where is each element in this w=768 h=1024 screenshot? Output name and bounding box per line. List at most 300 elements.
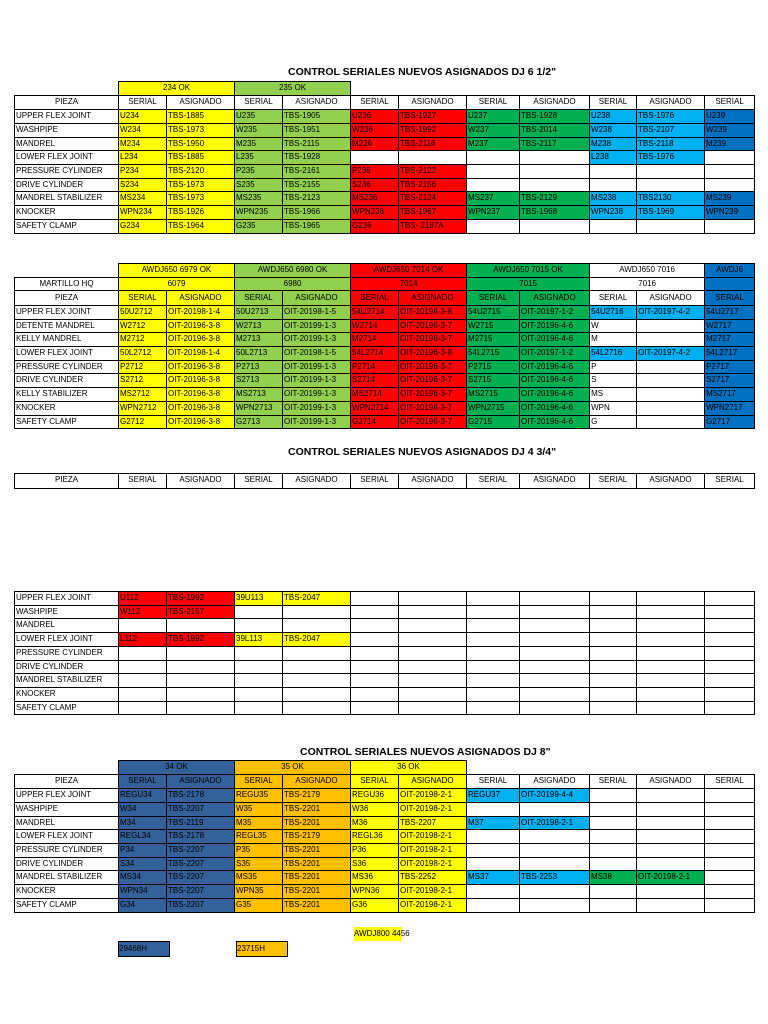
table-cell: 39U113 <box>235 592 283 606</box>
table-cell <box>119 674 167 688</box>
column-header: SERIAL <box>119 774 167 789</box>
table-row <box>15 898 755 912</box>
column-header: SERIAL <box>351 95 399 110</box>
table-cell: OIT-20198-2-1 <box>520 816 590 830</box>
table-cell: REGU37 <box>467 789 520 803</box>
column-header: ASIGNADO <box>283 474 351 489</box>
table-cell <box>351 687 399 701</box>
column-header: SERIAL <box>351 774 399 789</box>
group-header: 36 OK <box>351 761 467 775</box>
table-cell <box>283 701 351 715</box>
column-header-row <box>15 774 755 789</box>
row-label: WASHPIPE <box>15 802 119 816</box>
row-label: SAFETY CLAMP <box>15 701 119 715</box>
table-cell <box>590 885 637 899</box>
table-cell: MS237 <box>467 192 520 206</box>
row-label: PRESSURE CYLINDER <box>15 165 119 179</box>
table-cell: M2714 <box>351 333 399 347</box>
table-cell <box>235 701 283 715</box>
table-cell: TBS-2155 <box>283 178 351 192</box>
table-cell: REGU34 <box>119 789 167 803</box>
table-cell <box>467 165 520 179</box>
table-row <box>15 816 755 830</box>
table-cell: OIT-20196-3-8 <box>167 360 235 374</box>
table-cell <box>637 178 705 192</box>
table-cell <box>705 844 755 858</box>
table-cell: MS37 <box>467 871 520 885</box>
table-cell <box>520 844 590 858</box>
table-cell: W2712 <box>119 319 167 333</box>
table-row <box>15 633 755 647</box>
table-row <box>15 871 755 885</box>
table-cell: S2714 <box>351 374 399 388</box>
table-cell: P36 <box>351 844 399 858</box>
table-cell <box>637 857 705 871</box>
table-cell: W112 <box>119 605 167 619</box>
table-cell <box>167 660 235 674</box>
table-cell: TBS-1968 <box>520 206 590 220</box>
column-header: ASIGNADO <box>167 474 235 489</box>
column-header: ASIGNADO <box>637 291 705 306</box>
group-header: AWDJ6 <box>705 264 755 278</box>
table-cell: OIT-20197-1-2 <box>520 347 590 361</box>
table-cell: P2712 <box>119 360 167 374</box>
table-cell: OIT-20196-4-6 <box>520 401 590 415</box>
table-cell <box>351 633 399 647</box>
table-cell: 54U2715 <box>467 305 520 319</box>
row-label: MANDREL <box>15 816 119 830</box>
table-cell: TBS-2117 <box>520 137 590 151</box>
table-cell: G236 <box>351 219 399 233</box>
column-header: SERIAL <box>119 474 167 489</box>
row-label: KNOCKER <box>15 885 119 899</box>
column-header: SERIAL <box>235 291 283 306</box>
table-cell: REGU36 <box>351 789 399 803</box>
table-cell <box>705 619 755 633</box>
table-cell: OIT-20199-4-4 <box>520 789 590 803</box>
table-cell <box>119 660 167 674</box>
table-cell: OIT-20196-4-6 <box>520 374 590 388</box>
group-row <box>15 264 755 278</box>
column-header-pieza: PIEZA <box>15 774 119 789</box>
table-cell <box>590 619 637 633</box>
column-header: SERIAL <box>235 774 283 789</box>
table-cell <box>167 674 235 688</box>
table-cell: REGL36 <box>351 830 399 844</box>
column-header: ASIGNADO <box>167 774 235 789</box>
table-cell <box>637 165 705 179</box>
serials-table-dj-4-3-4-header <box>14 473 755 489</box>
table-cell: OIT-20196-3-8 <box>167 388 235 402</box>
column-header: ASIGNADO <box>167 95 235 110</box>
table-row <box>15 687 755 701</box>
serials-table-dj-4-3-4 <box>14 591 755 715</box>
column-header: ASIGNADO <box>637 95 705 110</box>
table-cell <box>637 319 705 333</box>
group-header: 234 OK <box>119 82 235 96</box>
table-row <box>15 305 755 319</box>
table-cell: W235 <box>235 123 283 137</box>
table-cell: TBS-2201 <box>283 885 351 899</box>
table-cell <box>705 701 755 715</box>
table-cell: OIT-20196-3-7 <box>399 401 467 415</box>
table-cell <box>351 605 399 619</box>
table-row <box>15 388 755 402</box>
table-cell <box>637 592 705 606</box>
table-cell: TBS-2207 <box>399 816 467 830</box>
awdj800-note: AWDJ800 4456 <box>354 927 402 941</box>
orange-code-box: 23715H <box>236 941 288 957</box>
row-label: PRESSURE CYLINDER <box>15 844 119 858</box>
column-header: ASIGNADO <box>167 291 235 306</box>
table-cell <box>637 816 705 830</box>
table-cell: TBS-2201 <box>283 898 351 912</box>
column-header-pieza: PIEZA <box>15 95 119 110</box>
table-cell <box>705 816 755 830</box>
table-cell: WPN <box>590 401 637 415</box>
table-cell <box>399 633 467 647</box>
table-cell <box>119 619 167 633</box>
table-cell: M35 <box>235 816 283 830</box>
martillo-number: 7015 <box>467 277 590 291</box>
table-cell <box>283 605 351 619</box>
row-label: KNOCKER <box>15 687 119 701</box>
table-cell: TBS-1927 <box>399 110 467 124</box>
table-cell <box>467 885 520 899</box>
table-cell: P2717 <box>705 360 755 374</box>
table-cell: OIT-20196-4-6 <box>520 388 590 402</box>
table-cell <box>590 898 637 912</box>
table-cell <box>637 885 705 899</box>
row-label: MANDREL STABILIZER <box>15 192 119 206</box>
table-cell: TBS-1992 <box>167 633 235 647</box>
table-cell: U234 <box>119 110 167 124</box>
column-header: SERIAL <box>467 774 520 789</box>
table-cell: W238 <box>590 123 637 137</box>
table-cell <box>520 151 590 165</box>
table-row <box>15 347 755 361</box>
table-cell: OIT-20196-3-8 <box>399 305 467 319</box>
table-cell: OIT-20198-1-4 <box>167 347 235 361</box>
group-row <box>15 761 755 775</box>
table-cell <box>283 660 351 674</box>
table-cell: MS <box>590 388 637 402</box>
table-cell: OIT-20197-1-2 <box>520 305 590 319</box>
table-cell <box>351 619 399 633</box>
table-cell: S35 <box>235 857 283 871</box>
column-header: SERIAL <box>705 291 755 306</box>
table-cell: U112 <box>119 592 167 606</box>
table-cell: 39L113 <box>235 633 283 647</box>
table-cell: TBS-1964 <box>167 219 235 233</box>
table-cell <box>467 701 520 715</box>
table-cell: OIT-20197-4-2 <box>637 347 705 361</box>
table-row <box>15 789 755 803</box>
table-cell: TBS-1992 <box>167 592 235 606</box>
column-header-pieza: PIEZA <box>15 474 119 489</box>
table-cell <box>637 219 705 233</box>
table-cell: OIT-20199-1-3 <box>283 388 351 402</box>
table-cell <box>399 619 467 633</box>
table-cell: M239 <box>705 137 755 151</box>
table-row <box>15 206 755 220</box>
navy-code-box: 29468H <box>118 941 170 957</box>
table-cell: TBS-1965 <box>283 219 351 233</box>
table-cell: TBS-2047 <box>283 633 351 647</box>
table-cell: MS2713 <box>235 388 283 402</box>
table-row <box>15 401 755 415</box>
table-cell <box>637 701 705 715</box>
table-row <box>15 151 755 165</box>
table-cell: TBS- 2187A <box>399 219 467 233</box>
table-row <box>15 701 755 715</box>
table-row <box>15 219 755 233</box>
table-cell <box>520 646 590 660</box>
table-cell <box>637 674 705 688</box>
column-header: ASIGNADO <box>399 291 467 306</box>
table-cell <box>590 592 637 606</box>
table-cell: TBS-1976 <box>637 110 705 124</box>
row-label: PRESSURE CYLINDER <box>15 360 119 374</box>
group-header: 35 OK <box>235 761 351 775</box>
table-cell: W35 <box>235 802 283 816</box>
row-label: LOWER FLEX JOINT <box>15 633 119 647</box>
table-cell <box>351 592 399 606</box>
table-cell: OIT-20198-2-1 <box>399 885 467 899</box>
table-cell <box>590 802 637 816</box>
row-label: UPPER FLEX JOINT <box>15 592 119 606</box>
column-header: ASIGNADO <box>283 774 351 789</box>
table-cell <box>235 619 283 633</box>
table-cell <box>637 619 705 633</box>
table-cell: TBS-2119 <box>167 816 235 830</box>
table-cell <box>520 633 590 647</box>
table-cell: TBS-2122 <box>399 165 467 179</box>
column-header: ASIGNADO <box>520 774 590 789</box>
table-cell: TBS-1926 <box>167 206 235 220</box>
martillo-number: 6980 <box>235 277 351 291</box>
table-cell <box>283 619 351 633</box>
table-cell: TBS-2201 <box>283 844 351 858</box>
table-cell: W237 <box>467 123 520 137</box>
table-cell <box>351 701 399 715</box>
table-cell <box>467 674 520 688</box>
table-cell: S2715 <box>467 374 520 388</box>
table-cell: S34 <box>119 857 167 871</box>
table-cell <box>705 871 755 885</box>
table-cell: G2715 <box>467 415 520 429</box>
table-cell <box>399 701 467 715</box>
table-cell: S236 <box>351 178 399 192</box>
table-cell <box>705 151 755 165</box>
column-header-row <box>15 291 755 306</box>
table-cell <box>705 802 755 816</box>
table-cell <box>705 646 755 660</box>
table-cell: M37 <box>467 816 520 830</box>
table-cell: L235 <box>235 151 283 165</box>
table-cell <box>467 844 520 858</box>
table-cell: TBS-1969 <box>637 206 705 220</box>
table-cell: 54U2717 <box>705 305 755 319</box>
table-cell: TBS-2123 <box>283 192 351 206</box>
table-cell: OIT-20198-1-5 <box>283 347 351 361</box>
table-cell: W2717 <box>705 319 755 333</box>
table-cell: 50L2713 <box>235 347 283 361</box>
serials-table-dj-8 <box>14 760 755 913</box>
row-label: UPPER FLEX JOINT <box>15 110 119 124</box>
table-cell: W2714 <box>351 319 399 333</box>
table-cell <box>705 605 755 619</box>
table-cell: P <box>590 360 637 374</box>
table-cell: TBS-2178 <box>167 789 235 803</box>
table-row <box>15 844 755 858</box>
table-cell <box>520 592 590 606</box>
table-cell: W34 <box>119 802 167 816</box>
table-cell: OIT-20196-3-7 <box>399 333 467 347</box>
table-cell: MS238 <box>590 192 637 206</box>
table-cell: P2715 <box>467 360 520 374</box>
column-header: SERIAL <box>590 774 637 789</box>
table-cell <box>399 674 467 688</box>
table-cell: OIT-20196-3-7 <box>399 319 467 333</box>
table-cell: S36 <box>351 857 399 871</box>
table-cell: OIT-20199-1-3 <box>283 374 351 388</box>
table-row <box>15 165 755 179</box>
column-header: ASIGNADO <box>520 95 590 110</box>
table-cell: TBS-2129 <box>520 192 590 206</box>
table-cell <box>467 592 520 606</box>
table-cell: W2715 <box>467 319 520 333</box>
row-label: DETENTE MANDREL <box>15 319 119 333</box>
table-cell: MS36 <box>351 871 399 885</box>
column-header: ASIGNADO <box>399 95 467 110</box>
table-row <box>15 830 755 844</box>
table-cell: MS34 <box>119 871 167 885</box>
table-cell: TBS-2207 <box>167 844 235 858</box>
table-cell <box>351 674 399 688</box>
table-cell: W236 <box>351 123 399 137</box>
table-cell <box>637 789 705 803</box>
table-cell <box>520 605 590 619</box>
table-cell <box>467 857 520 871</box>
table-cell: 50L2712 <box>119 347 167 361</box>
table-cell <box>705 165 755 179</box>
table-cell: OIT-20198-1-5 <box>283 305 351 319</box>
table-cell <box>399 605 467 619</box>
row-label: MANDREL STABILIZER <box>15 674 119 688</box>
table-cell <box>467 898 520 912</box>
table-cell <box>705 898 755 912</box>
row-label: WASHPIPE <box>15 605 119 619</box>
table-cell: OIT-20197-4-2 <box>637 305 705 319</box>
table-cell: OIT-20198-2-1 <box>637 871 705 885</box>
table-cell <box>705 178 755 192</box>
row-label: SAFETY CLAMP <box>15 415 119 429</box>
table-cell <box>637 802 705 816</box>
table-cell: OIT-20199-1-3 <box>283 360 351 374</box>
table-cell <box>637 360 705 374</box>
table-cell: L234 <box>119 151 167 165</box>
column-header: SERIAL <box>705 474 755 489</box>
table-cell: OIT-20198-2-1 <box>399 830 467 844</box>
table-cell: OIT-20196-3-8 <box>167 374 235 388</box>
table-cell: TBS-1976 <box>637 151 705 165</box>
table-row <box>15 605 755 619</box>
table-cell <box>705 885 755 899</box>
table-cell: OIT-20196-3-7 <box>399 374 467 388</box>
table-cell: G2712 <box>119 415 167 429</box>
row-label: LOWER FLEX JOINT <box>15 151 119 165</box>
table-cell <box>399 660 467 674</box>
table-cell <box>351 660 399 674</box>
table-cell: U239 <box>705 110 755 124</box>
table-cell: OIT-20199-1-3 <box>283 401 351 415</box>
table-cell <box>705 660 755 674</box>
table-cell: MS35 <box>235 871 283 885</box>
table-cell <box>520 885 590 899</box>
table-cell: OIT-20196-3-8 <box>167 415 235 429</box>
table-cell <box>520 165 590 179</box>
table-cell <box>520 674 590 688</box>
table-cell: 50U2712 <box>119 305 167 319</box>
table-cell: TBS-2178 <box>167 830 235 844</box>
table-cell <box>351 646 399 660</box>
table-cell: TBS-1973 <box>167 123 235 137</box>
table-cell: TBS-2207 <box>167 871 235 885</box>
table-row <box>15 592 755 606</box>
table-cell: TBS-2157 <box>167 605 235 619</box>
table-cell <box>590 830 637 844</box>
column-header: SERIAL <box>590 291 637 306</box>
table-cell <box>283 674 351 688</box>
table-cell: G35 <box>235 898 283 912</box>
table-cell: U238 <box>590 110 637 124</box>
group-spacer <box>15 82 119 96</box>
table-cell: G2714 <box>351 415 399 429</box>
table-cell <box>590 605 637 619</box>
group-spacer <box>15 264 119 278</box>
table-cell: TBS-2207 <box>167 898 235 912</box>
table-cell: P2713 <box>235 360 283 374</box>
table-cell: TBS-2207 <box>167 885 235 899</box>
table-cell: U237 <box>467 110 520 124</box>
table-cell <box>590 178 637 192</box>
table-cell: WPN235 <box>235 206 283 220</box>
table-cell: OIT-20196-3-7 <box>399 388 467 402</box>
table-cell: OIT-20199-1-3 <box>283 319 351 333</box>
table-cell: P35 <box>235 844 283 858</box>
table-cell: P2714 <box>351 360 399 374</box>
table-cell: TBS-1966 <box>283 206 351 220</box>
column-header: ASIGNADO <box>283 291 351 306</box>
table-cell: M237 <box>467 137 520 151</box>
table-cell: M2715 <box>467 333 520 347</box>
table-cell <box>637 401 705 415</box>
table-cell: 50U2713 <box>235 305 283 319</box>
table-cell <box>399 687 467 701</box>
column-header: SERIAL <box>590 95 637 110</box>
table-cell <box>467 802 520 816</box>
table-cell: TBS-1885 <box>167 151 235 165</box>
table-cell <box>467 219 520 233</box>
table-cell: TBS-2201 <box>283 816 351 830</box>
table-cell: M2717 <box>705 333 755 347</box>
table-row <box>15 646 755 660</box>
table-cell <box>520 660 590 674</box>
martillo-number <box>705 277 755 291</box>
serials-table-dj-6-1-2 <box>14 81 755 234</box>
row-label: LOWER FLEX JOINT <box>15 830 119 844</box>
